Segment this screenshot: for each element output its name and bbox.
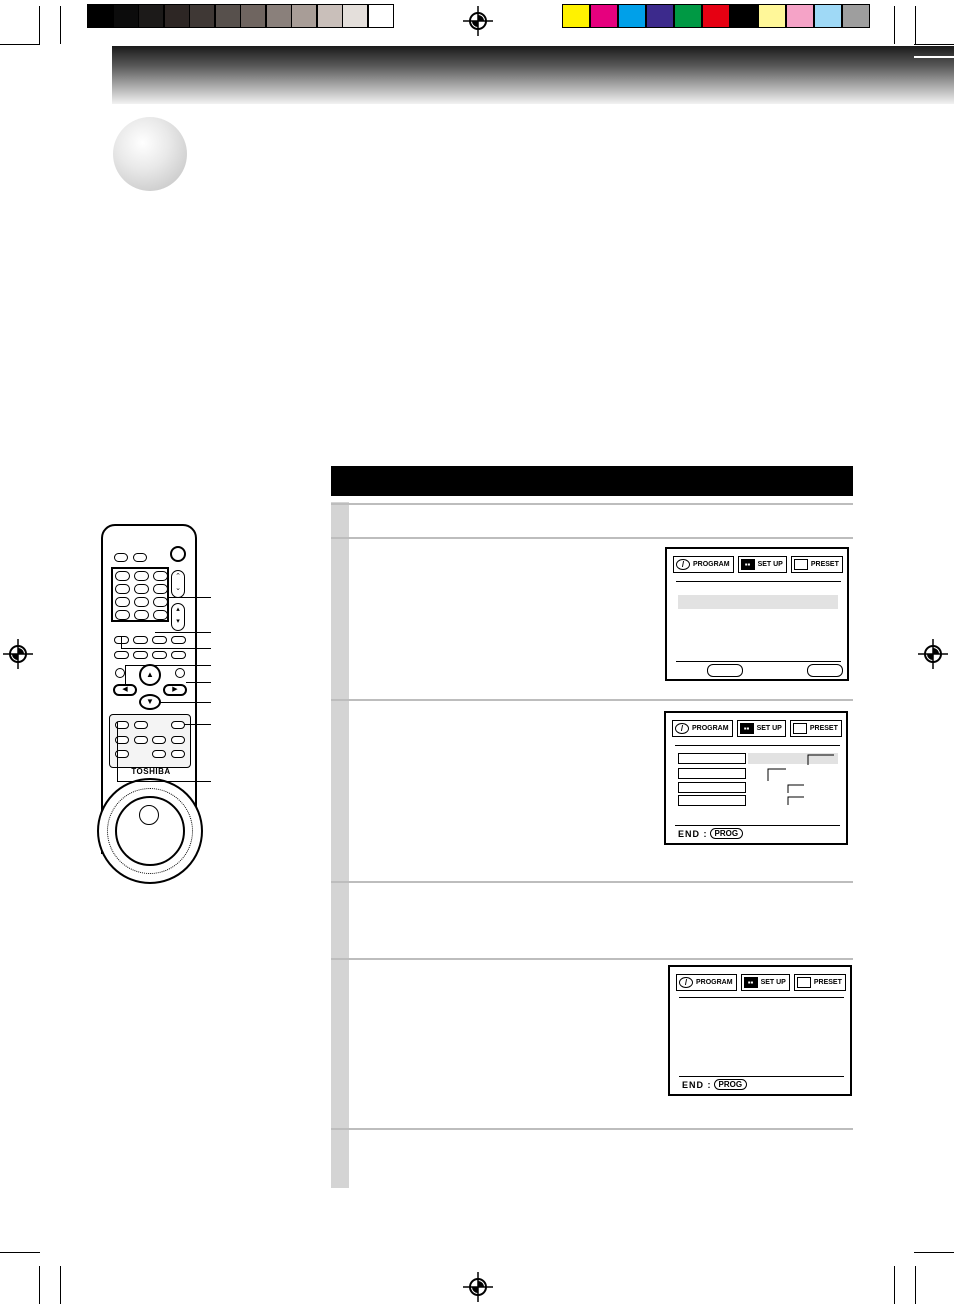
osd-end-label: END : (678, 828, 708, 839)
remote-number-key (153, 597, 168, 607)
remote-top-button (133, 553, 147, 562)
osd-tab-program-label: PROGRAM (692, 725, 729, 732)
cassette-icon: ▪▪ (740, 723, 754, 734)
remote-number-key (134, 597, 149, 607)
osd-tab-preset-label: PRESET (810, 561, 839, 568)
step-divider (331, 537, 853, 539)
gray-swatch (291, 4, 317, 28)
tv-icon (793, 723, 807, 734)
osd-softkey-right (807, 664, 843, 677)
gray-swatch (215, 4, 241, 28)
remote-panel-key (171, 721, 185, 729)
remote-play-button: ▲ (139, 664, 161, 686)
osd-highlight-bar (678, 595, 838, 609)
osd-tab-program (672, 720, 733, 737)
color-swatch (702, 4, 730, 28)
osd-separator (679, 997, 844, 998)
color-swatch (842, 4, 870, 28)
osd-screen-setup (664, 711, 848, 845)
remote-function-key (114, 651, 129, 659)
remote-panel-key (134, 721, 148, 729)
remote-brand-label: TOSHIBA (131, 767, 171, 776)
color-swatch (562, 4, 590, 28)
color-swatch (758, 4, 786, 28)
remote-jog-knob (139, 805, 159, 825)
remote-function-key (171, 651, 186, 659)
osd-separator (675, 745, 840, 746)
color-swatch (730, 4, 758, 28)
remote-number-key (153, 584, 168, 594)
osd-bracket-lines (764, 751, 844, 811)
registration-mark-right (918, 639, 948, 669)
remote-rocker-lower: ▴ ▾ (171, 603, 185, 631)
remote-slow-button (115, 668, 125, 678)
remote-number-key (153, 610, 168, 620)
remote-panel-key (171, 736, 185, 744)
callout-line-vertical (125, 665, 126, 685)
clock-icon: / (675, 723, 689, 734)
header-band-tick (914, 56, 954, 58)
remote-function-key (133, 636, 148, 644)
color-swatch (786, 4, 814, 28)
color-swatch (646, 4, 674, 28)
osd-separator (679, 1076, 844, 1077)
remote-stop-button: ▼ (139, 694, 161, 710)
remote-number-key (115, 584, 130, 594)
osd-tab-preset-label: PRESET (809, 725, 838, 732)
color-swatch (814, 4, 842, 28)
remote-panel-key (152, 736, 166, 744)
callout-line (169, 597, 211, 598)
remote-top-button (114, 553, 128, 562)
registration-mark-top (463, 6, 493, 36)
osd-tab-program-label: PROGRAM (696, 979, 733, 986)
remote-function-key (133, 651, 148, 659)
osd-tab-bar (672, 720, 842, 737)
osd-tab-setup (738, 556, 787, 573)
remote-function-key (152, 636, 167, 644)
clock-icon: / (679, 977, 693, 988)
callout-line-vertical (121, 636, 122, 648)
osd-tab-preset (790, 720, 842, 737)
osd-tab-preset-label: PRESET (813, 979, 842, 986)
osd-field (678, 795, 746, 806)
gray-swatch (266, 4, 292, 28)
remote-function-key (171, 636, 186, 644)
osd-separator (676, 581, 841, 582)
callout-line (184, 724, 211, 725)
callout-line (117, 781, 211, 782)
remote-number-key (134, 610, 149, 620)
osd-field (678, 768, 746, 779)
registration-mark-left (3, 639, 33, 669)
osd-prog-button: PROG (710, 828, 744, 839)
remote-rocker-upper: ⌃ ⌄ (171, 570, 185, 598)
section-sphere-icon (113, 117, 187, 191)
osd-tab-setup (741, 974, 790, 991)
tv-icon (797, 977, 811, 988)
osd-tab-setup-label: SET UP (757, 561, 783, 568)
remote-number-key (115, 610, 130, 620)
procedure-table-header (331, 466, 853, 496)
remote-number-key (115, 597, 130, 607)
step-divider (331, 881, 853, 883)
remote-number-key (153, 571, 168, 581)
osd-end-label: END : (682, 1079, 712, 1090)
clock-icon: / (676, 559, 690, 570)
osd-tab-bar (676, 974, 846, 991)
osd-tab-setup-label: SET UP (760, 979, 786, 986)
osd-end-hint (682, 1079, 747, 1090)
osd-separator (676, 661, 841, 662)
remote-power-button (170, 546, 186, 562)
step-divider (331, 1128, 853, 1130)
tv-icon (794, 559, 808, 570)
osd-tab-preset (794, 974, 846, 991)
color-swatch (590, 4, 618, 28)
remote-number-key (115, 571, 130, 581)
color-swatch (618, 4, 646, 28)
osd-end-hint (678, 828, 743, 839)
remote-ffwd-button: ▶ (163, 684, 187, 696)
callout-line (186, 682, 211, 683)
osd-screen-confirm (668, 965, 852, 1096)
step-number-column (331, 502, 349, 1188)
gray-swatch (138, 4, 164, 28)
gray-swatch (87, 4, 113, 28)
cassette-icon: ▪▪ (744, 977, 758, 988)
gray-swatch (317, 4, 343, 28)
osd-softkey-left (707, 664, 743, 677)
remote-rewind-button: ◀ (113, 684, 137, 696)
osd-prog-button: PROG (714, 1079, 748, 1090)
step-divider (331, 699, 853, 701)
step-divider (331, 958, 853, 960)
osd-tab-program (673, 556, 734, 573)
osd-screen-menu (665, 547, 849, 681)
cassette-icon: ▪▪ (741, 559, 755, 570)
header-band (112, 46, 954, 104)
gray-swatch (189, 4, 215, 28)
remote-number-key (134, 571, 149, 581)
gray-swatch (240, 4, 266, 28)
color-swatch (674, 4, 702, 28)
osd-field (678, 753, 746, 764)
callout-line (160, 702, 211, 703)
osd-tab-preset (791, 556, 843, 573)
callout-line (121, 648, 211, 649)
gray-swatch (113, 4, 139, 28)
remote-panel-key (171, 750, 185, 758)
gray-swatch (164, 4, 190, 28)
step-divider (331, 503, 853, 505)
remote-number-key (134, 584, 149, 594)
osd-tab-bar (673, 556, 843, 573)
osd-field (678, 782, 746, 793)
remote-panel-key (152, 750, 166, 758)
callout-line (125, 665, 211, 666)
remote-pause-button (175, 668, 185, 678)
osd-tab-setup-label: SET UP (756, 725, 782, 732)
osd-separator (675, 825, 840, 826)
osd-tab-setup (737, 720, 786, 737)
remote-function-key (152, 651, 167, 659)
osd-tab-program (676, 974, 737, 991)
gray-swatch (368, 4, 394, 28)
osd-tab-program-label: PROGRAM (693, 561, 730, 568)
gray-swatch (342, 4, 368, 28)
registration-mark-bottom (463, 1272, 493, 1302)
callout-line (155, 632, 211, 633)
callout-line-vertical (117, 722, 118, 781)
remote-panel-key (134, 736, 148, 744)
